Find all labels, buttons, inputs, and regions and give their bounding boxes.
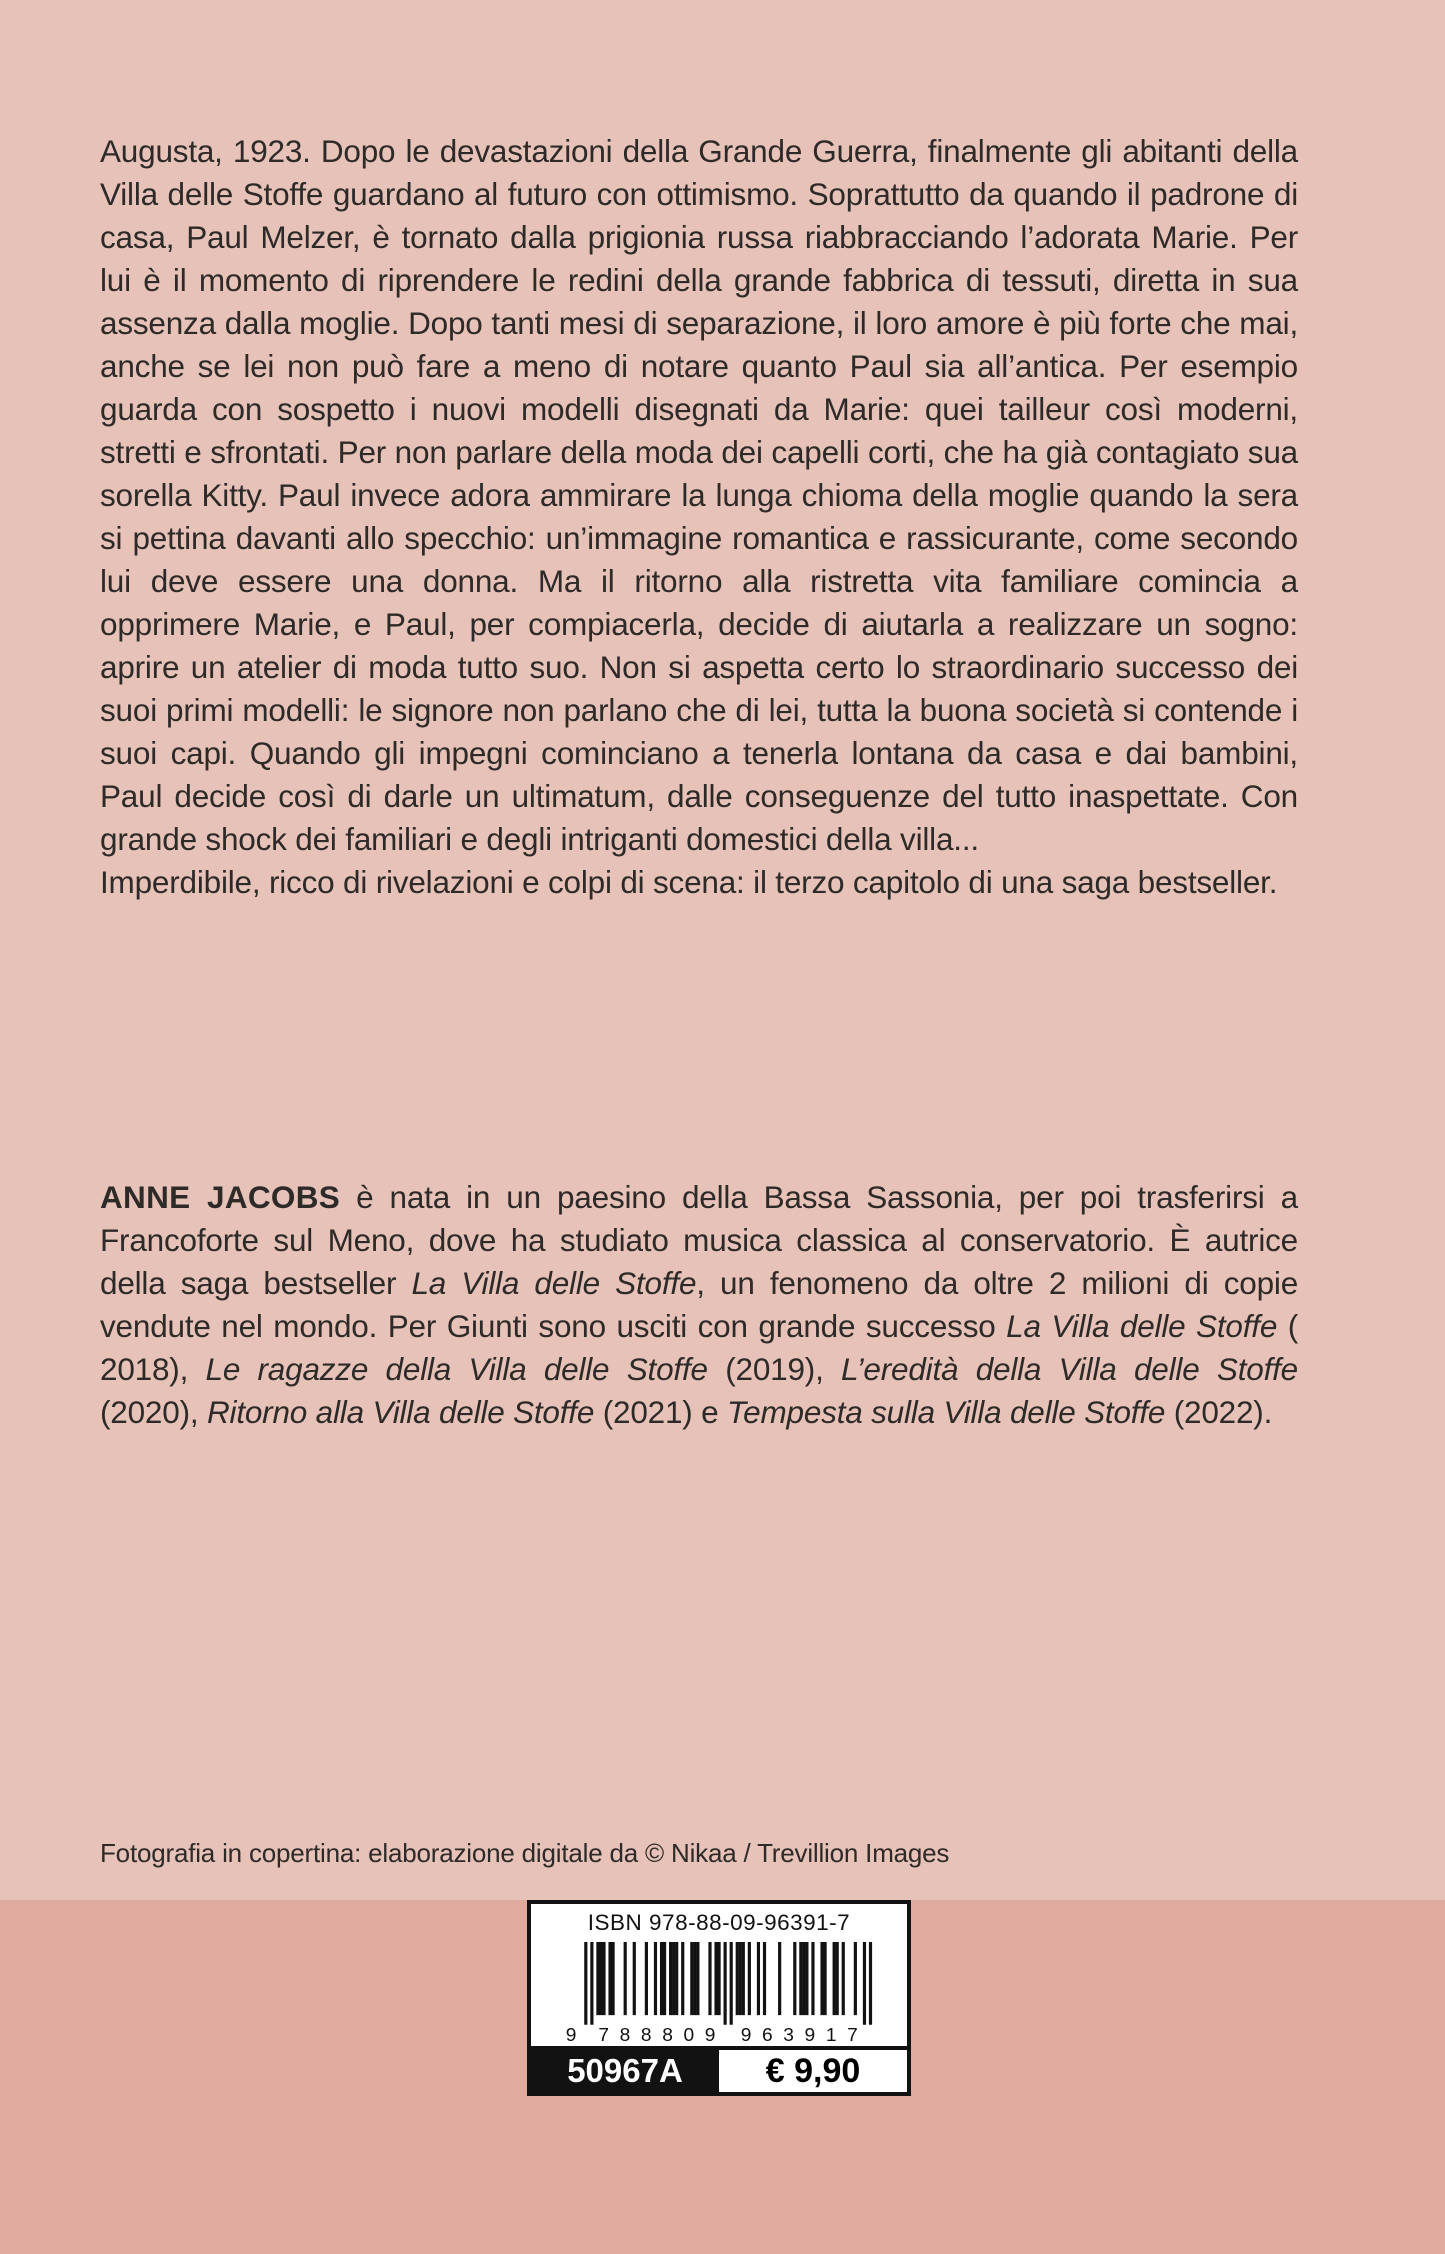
bio-segment: (2019),: [707, 1351, 842, 1387]
barcode-digit-group: 9: [565, 2024, 577, 2044]
photo-credit: Fotografia in copertina: elaborazione digitale da © Nikaa / Trevillion Images: [100, 1838, 950, 1868]
ean13-barcode: [560, 1942, 878, 2044]
publisher-code: 50967A: [531, 2050, 719, 2092]
synopsis-paragraph-1: Augusta, 1923. Dopo le devastazioni della Grande Guerra, finalmente gli abitanti della Villa delle Stoffe guardano al futuro con ottimismo. Soprattutto da quando il padrone di casa, Paul Melzer, è tornato dalla prigionia russa riabbracciando l’adorata Marie. Per lui è il momento di riprendere le redini della grande fabbrica di tessuti, diretta in sua assenza dalla moglie. Dopo tanti mesi di separazione, il loro amore è più forte che mai, anche se lei non può fare a meno di notare quanto Paul sia all’antica. Per esempio guarda con sospetto i nuovi modelli disegnati da Marie: quei tailleur così moderni, stretti e sfrontati. Per non parlare della moda dei capelli corti, che ha già contagiato sua sorella Kitty. Paul invece adora ammirare la lunga chioma della moglie quando la sera si pettina davanti allo specchio: un’immagine romantica e rassicurante, come secondo lui deve essere una donna. Ma il ritorno alla ristretta vita familiare comincia a opprimere Marie, e Paul, per compiacerla, decide di aiutarla a realizzare un sogno: aprire un atelier di moda tutto suo. Non si aspetta certo lo straordinario successo dei suoi primi modelli: le signore non parlano che di lei, tutta la buona società si contende i suoi capi. Quando gli impegni cominciano a tenerla lontana da casa e dai bambini, Paul decide così di darle un ultimatum, dalle conseguenze del tutto inaspettate. Con grande shock dei familiari e degli intriganti domestici della villa...: [100, 133, 1298, 857]
label-bottom-row: [531, 2046, 907, 2092]
bio-segment: Tempesta sulla Villa delle Stoffe: [727, 1394, 1166, 1430]
author-name: ANNE JACOBS: [100, 1179, 341, 1215]
bio-segment: è nata in un paesino della Bassa Sassonia, per poi trasferirsi a Francoforte sul Meno, dove ha studiato musica classica al conservatorio. È autrice della saga bestseller: [100, 1179, 1298, 1301]
bio-segment: (2022).: [1165, 1394, 1273, 1430]
synopsis-paragraph-2: Imperdibile, ricco di rivelazioni e colpi di scena: il terzo capitolo di una saga bestseller.: [100, 864, 1278, 900]
bio-segment: La Villa delle Stoffe: [1006, 1308, 1278, 1344]
author-bio-paragraph: [100, 1176, 1298, 1434]
bio-segment: Le ragazze della Villa delle Stoffe: [205, 1351, 708, 1387]
synopsis-text: [100, 130, 1298, 904]
price: € 9,90: [719, 2050, 907, 2092]
bio-segment: ( 2018),: [100, 1308, 1299, 1387]
bio-segment: (2021) e: [594, 1394, 728, 1430]
bio-segment: (2020),: [100, 1394, 207, 1430]
barcode-digit-group: 788809: [598, 2024, 716, 2044]
author-bio: [100, 1176, 1298, 1434]
bio-segment: L’eredità della Villa delle Stoffe: [841, 1351, 1298, 1387]
bio-segment: , un fenomeno da oltre 2 milioni di copie vendute nel mondo. Per Giunti sono usciti con grande successo: [100, 1265, 1299, 1344]
bio-segment: La Villa delle Stoffe: [411, 1265, 697, 1301]
barcode-digit-group: 963917: [740, 2024, 858, 2044]
bio-segment: Ritorno alla Villa delle Stoffe: [206, 1394, 595, 1430]
isbn-number: ISBN 978-88-09-96391-7: [587, 1910, 851, 1935]
isbn-price-label: [527, 1900, 911, 2096]
